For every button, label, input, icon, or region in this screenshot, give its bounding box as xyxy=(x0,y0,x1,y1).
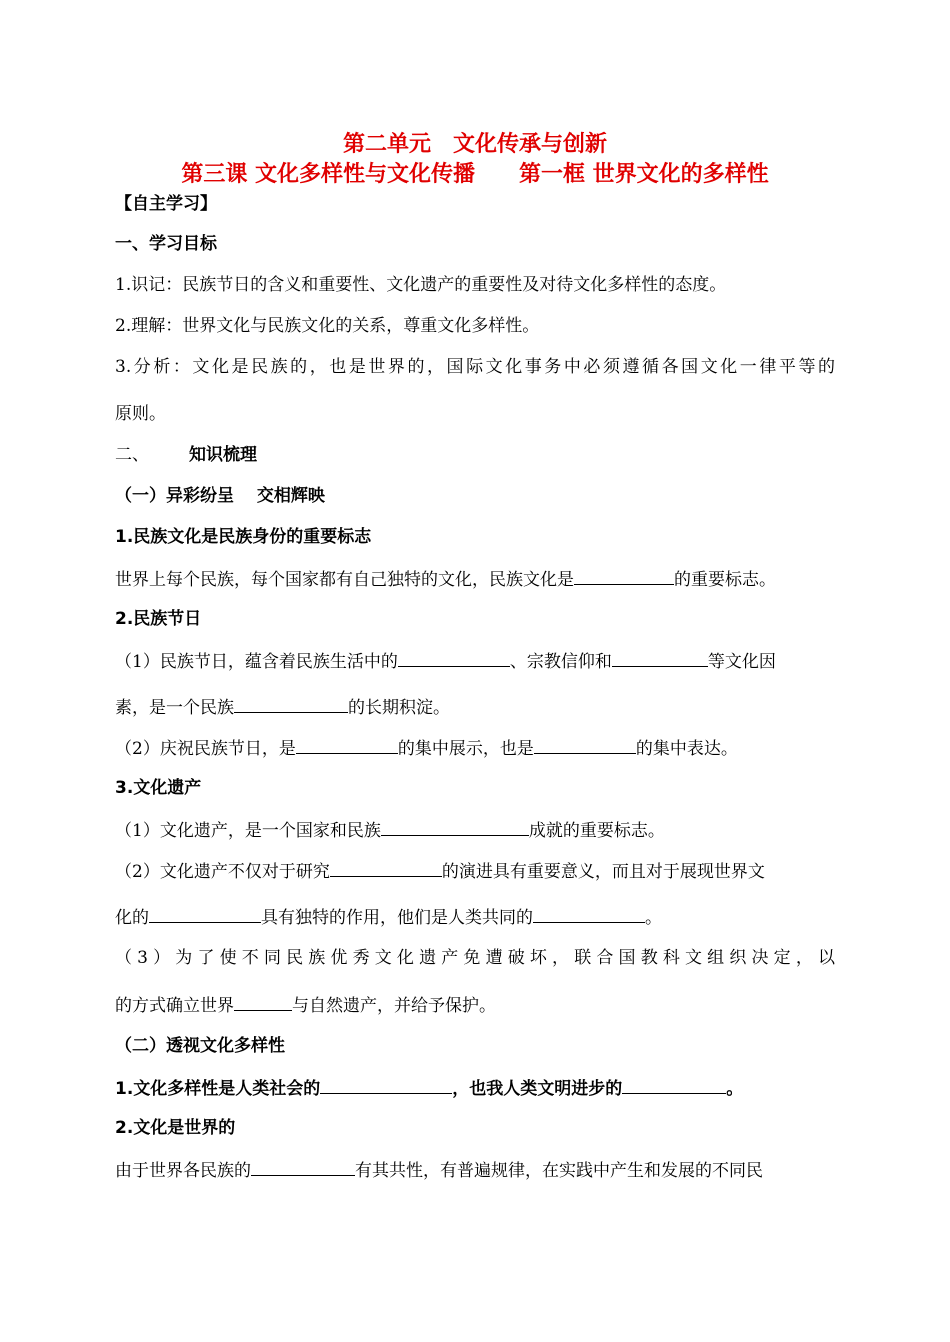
part1-section3-title: 3.文化遗产 xyxy=(115,778,202,798)
answer-blank[interactable] xyxy=(234,694,348,713)
answer-blank[interactable] xyxy=(574,566,674,585)
answer-blank[interactable] xyxy=(251,1157,355,1176)
answer-blank[interactable] xyxy=(533,904,645,923)
answer-blank[interactable] xyxy=(612,648,708,667)
answer-blank[interactable] xyxy=(330,858,442,877)
fill-in-sentence: （1）文化遗产，是一个国家和民族 成就的重要标志。 xyxy=(115,817,665,843)
lesson-title: 第三课 文化多样性与文化传播 第一框 世界文化的多样性 xyxy=(181,162,769,187)
knowledge-heading xyxy=(115,443,257,467)
fill-in-sentence: 1.文化多样性是人类社会的 ，也我人类文明进步的 。 xyxy=(115,1075,743,1101)
answer-blank[interactable] xyxy=(234,992,292,1011)
objective-item: 3.分析：文化是民族的，也是世界的，国际文化事务中必须遵循各国文化一律平等的 xyxy=(115,357,835,377)
answer-blank[interactable] xyxy=(320,1075,452,1094)
fill-in-sentence: 由于世界各民族的 有其共性，有普遍规律，在实践中产生和发展的不同民 xyxy=(115,1157,763,1183)
objective-item: 原则。 xyxy=(115,404,166,424)
part1-section2-title: 2.民族节日 xyxy=(115,609,202,629)
objective-item: 1.识记：民族节日的含义和重要性、文化遗产的重要性及对待文化多样性的态度。 xyxy=(115,275,727,295)
part2-section2-title: 2.文化是世界的 xyxy=(115,1118,236,1138)
part1-heading: （一）异彩纷呈 交相辉映 xyxy=(115,486,325,506)
fill-in-sentence: 素，是一个民族 的长期积淀。 xyxy=(115,694,450,720)
part2-heading: （二）透视文化多样性 xyxy=(115,1036,285,1056)
fill-in-sentence: （1）民族节日，蕴含着民族生活中的 、宗教信仰和 等文化因 xyxy=(115,648,776,674)
objectives-heading: 一、学习目标 xyxy=(115,234,217,254)
fill-in-sentence: （3）为了使不同民族优秀文化遗产免遭破坏，联合国教科文组织决定，以 xyxy=(115,948,835,968)
fill-in-sentence: 化的 具有独特的作用，他们是人类共同的 。 xyxy=(115,904,662,930)
fill-in-sentence: （2）文化遗产不仅对于研究 的演进具有重要意义，而且对于展现世界文 xyxy=(115,858,765,884)
self-study-heading: 【自主学习】 xyxy=(115,194,217,214)
part1-section1-title: 1.民族文化是民族身份的重要标志 xyxy=(115,527,372,547)
fill-in-sentence: （2）庆祝民族节日，是 的集中展示，也是 的集中表达。 xyxy=(115,735,738,761)
answer-blank[interactable] xyxy=(381,817,529,836)
knowledge-heading-text: 知识梳理 xyxy=(189,445,257,465)
fill-in-sentence: 的方式确立世界 与自然遗产，并给予保护。 xyxy=(115,992,496,1018)
fill-in-sentence: 世界上每个民族，每个国家都有自己独特的文化，民族文化是 的重要标志。 xyxy=(115,566,776,592)
unit-title: 第二单元 文化传承与创新 xyxy=(342,132,607,157)
answer-blank[interactable] xyxy=(149,904,261,923)
answer-blank[interactable] xyxy=(296,735,398,754)
answer-blank[interactable] xyxy=(622,1075,726,1094)
objective-item: 2.理解：世界文化与民族文化的关系，尊重文化多样性。 xyxy=(115,316,540,336)
answer-blank[interactable] xyxy=(398,648,510,667)
answer-blank[interactable] xyxy=(534,735,636,754)
knowledge-heading-number: 二、 xyxy=(115,445,149,465)
